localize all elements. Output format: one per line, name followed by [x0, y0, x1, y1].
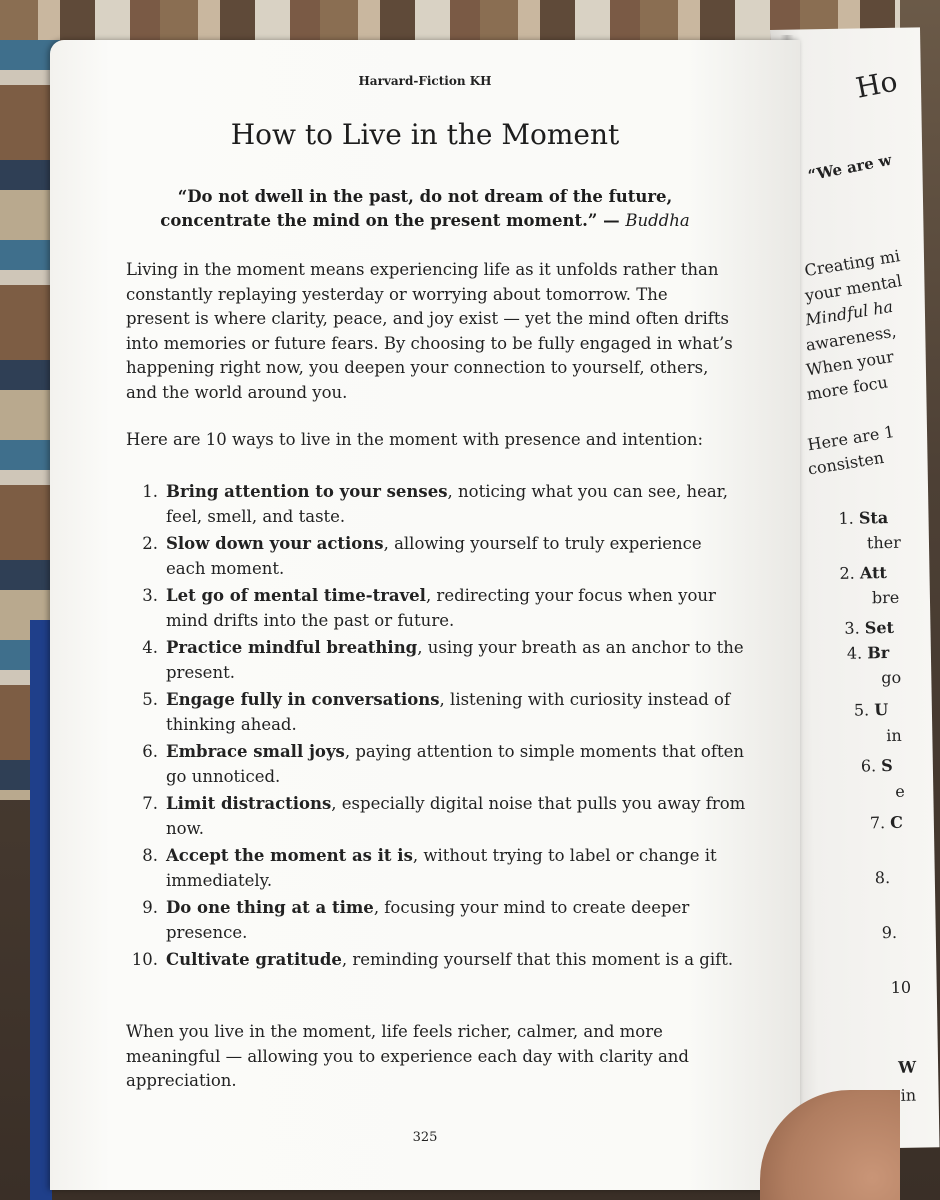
epigraph-author: Buddha [625, 211, 690, 230]
closing-paragraph: When you live in the moment, life feels richer, calmer, and more meaningful — allowing you to experience each day with clarity and appreciation. [126, 1022, 689, 1090]
list-item: 3. Let go of mental time-travel, redirecting your focus when your mind drifts into the past or future. [142, 586, 716, 630]
list-item: 5. Engage fully in conversations, listening with curiosity instead of thinking ahead. [142, 690, 731, 734]
list-item: 8. Accept the moment as it is, without trying to label or change it immediately. [142, 846, 717, 890]
right-page-item: 9. [881, 922, 898, 943]
right-page-line: Creating mi [803, 246, 902, 281]
right-page-item-cont: e [895, 781, 905, 801]
right-page-item-cont: ther [866, 532, 901, 553]
right-page-item: 10 [890, 977, 912, 998]
right-page-item: 4. Br [846, 643, 890, 663]
right-page-item: 6. S [860, 755, 893, 776]
list-item: 10. Cultivate gratitude, reminding yourself that this moment is a gift. [131, 950, 734, 969]
right-page-item: 5. U [853, 700, 889, 720]
right-page-line: Here are 1 [806, 421, 896, 455]
right-page-item: 1. Sta [838, 508, 889, 528]
page-number: 325 [412, 1130, 438, 1145]
right-page-item: 8. [874, 868, 891, 888]
right-page-item: 3. Set [844, 617, 895, 638]
right-page-item: 7. C [869, 812, 904, 833]
book-cover-edge [30, 620, 52, 1200]
right-page-line: When your [804, 346, 896, 380]
list-item: 9. Do one thing at a time, focusing your mind to create deeper presence. [142, 898, 690, 942]
right-page-line: W [897, 1057, 917, 1077]
right-page-line: consisten [806, 447, 886, 479]
right-page-line: more focu [805, 372, 890, 404]
right-page-title: Ho [853, 64, 901, 105]
list-item: 7. Limit distractions, especially digital noise that pulls you away from now. [142, 794, 746, 838]
page-title: How to Live in the Moment [230, 118, 620, 151]
right-page-item: 2. Att [839, 563, 887, 583]
right-page-item-cont: bre [871, 587, 900, 608]
list-item: 2. Slow down your actions, allowing yourself to truly experience each moment. [142, 534, 702, 578]
list-item: 1. Bring attention to your senses, noticing what you can see, hear, feel, smell, and taste. [142, 482, 728, 526]
right-page-line: Mindful ha [804, 296, 895, 330]
right-page-quote: “We are w [806, 150, 894, 185]
ways-list [126, 480, 746, 976]
right-page-line: in [900, 1085, 917, 1105]
left-page [50, 40, 800, 1190]
intro-paragraph: Living in the moment means experiencing life as it unfolds rather than constantly replaying yesterday or worrying about tomorrow. The present is where clarity, peace, and joy exist — yet the mind often drifts into memories or future fears. By choosing to be fully engaged in what’s happening right now, you deepen your connection to yourself, others, and the world around you. [126, 260, 733, 402]
right-page-item-cont: go [881, 667, 902, 688]
list-item: 4. Practice mindful breathing, using your breath as an anchor to the present. [142, 638, 744, 682]
epigraph-quote: “Do not dwell in the past, do not dream of the future, concentrate the mind on the present moment.” — [160, 187, 673, 230]
list-item: 6. Embrace small joys, paying attention to simple moments that often go unnoticed. [142, 742, 744, 786]
epigraph [140, 185, 710, 233]
right-page-item-cont: in [886, 725, 902, 746]
running-head: Harvard-Fiction KH [358, 74, 492, 88]
list-intro: Here are 10 ways to live in the moment with presence and intention: [126, 430, 704, 449]
right-page-line: your mental [803, 271, 904, 306]
right-page-line: awareness, [804, 321, 898, 355]
